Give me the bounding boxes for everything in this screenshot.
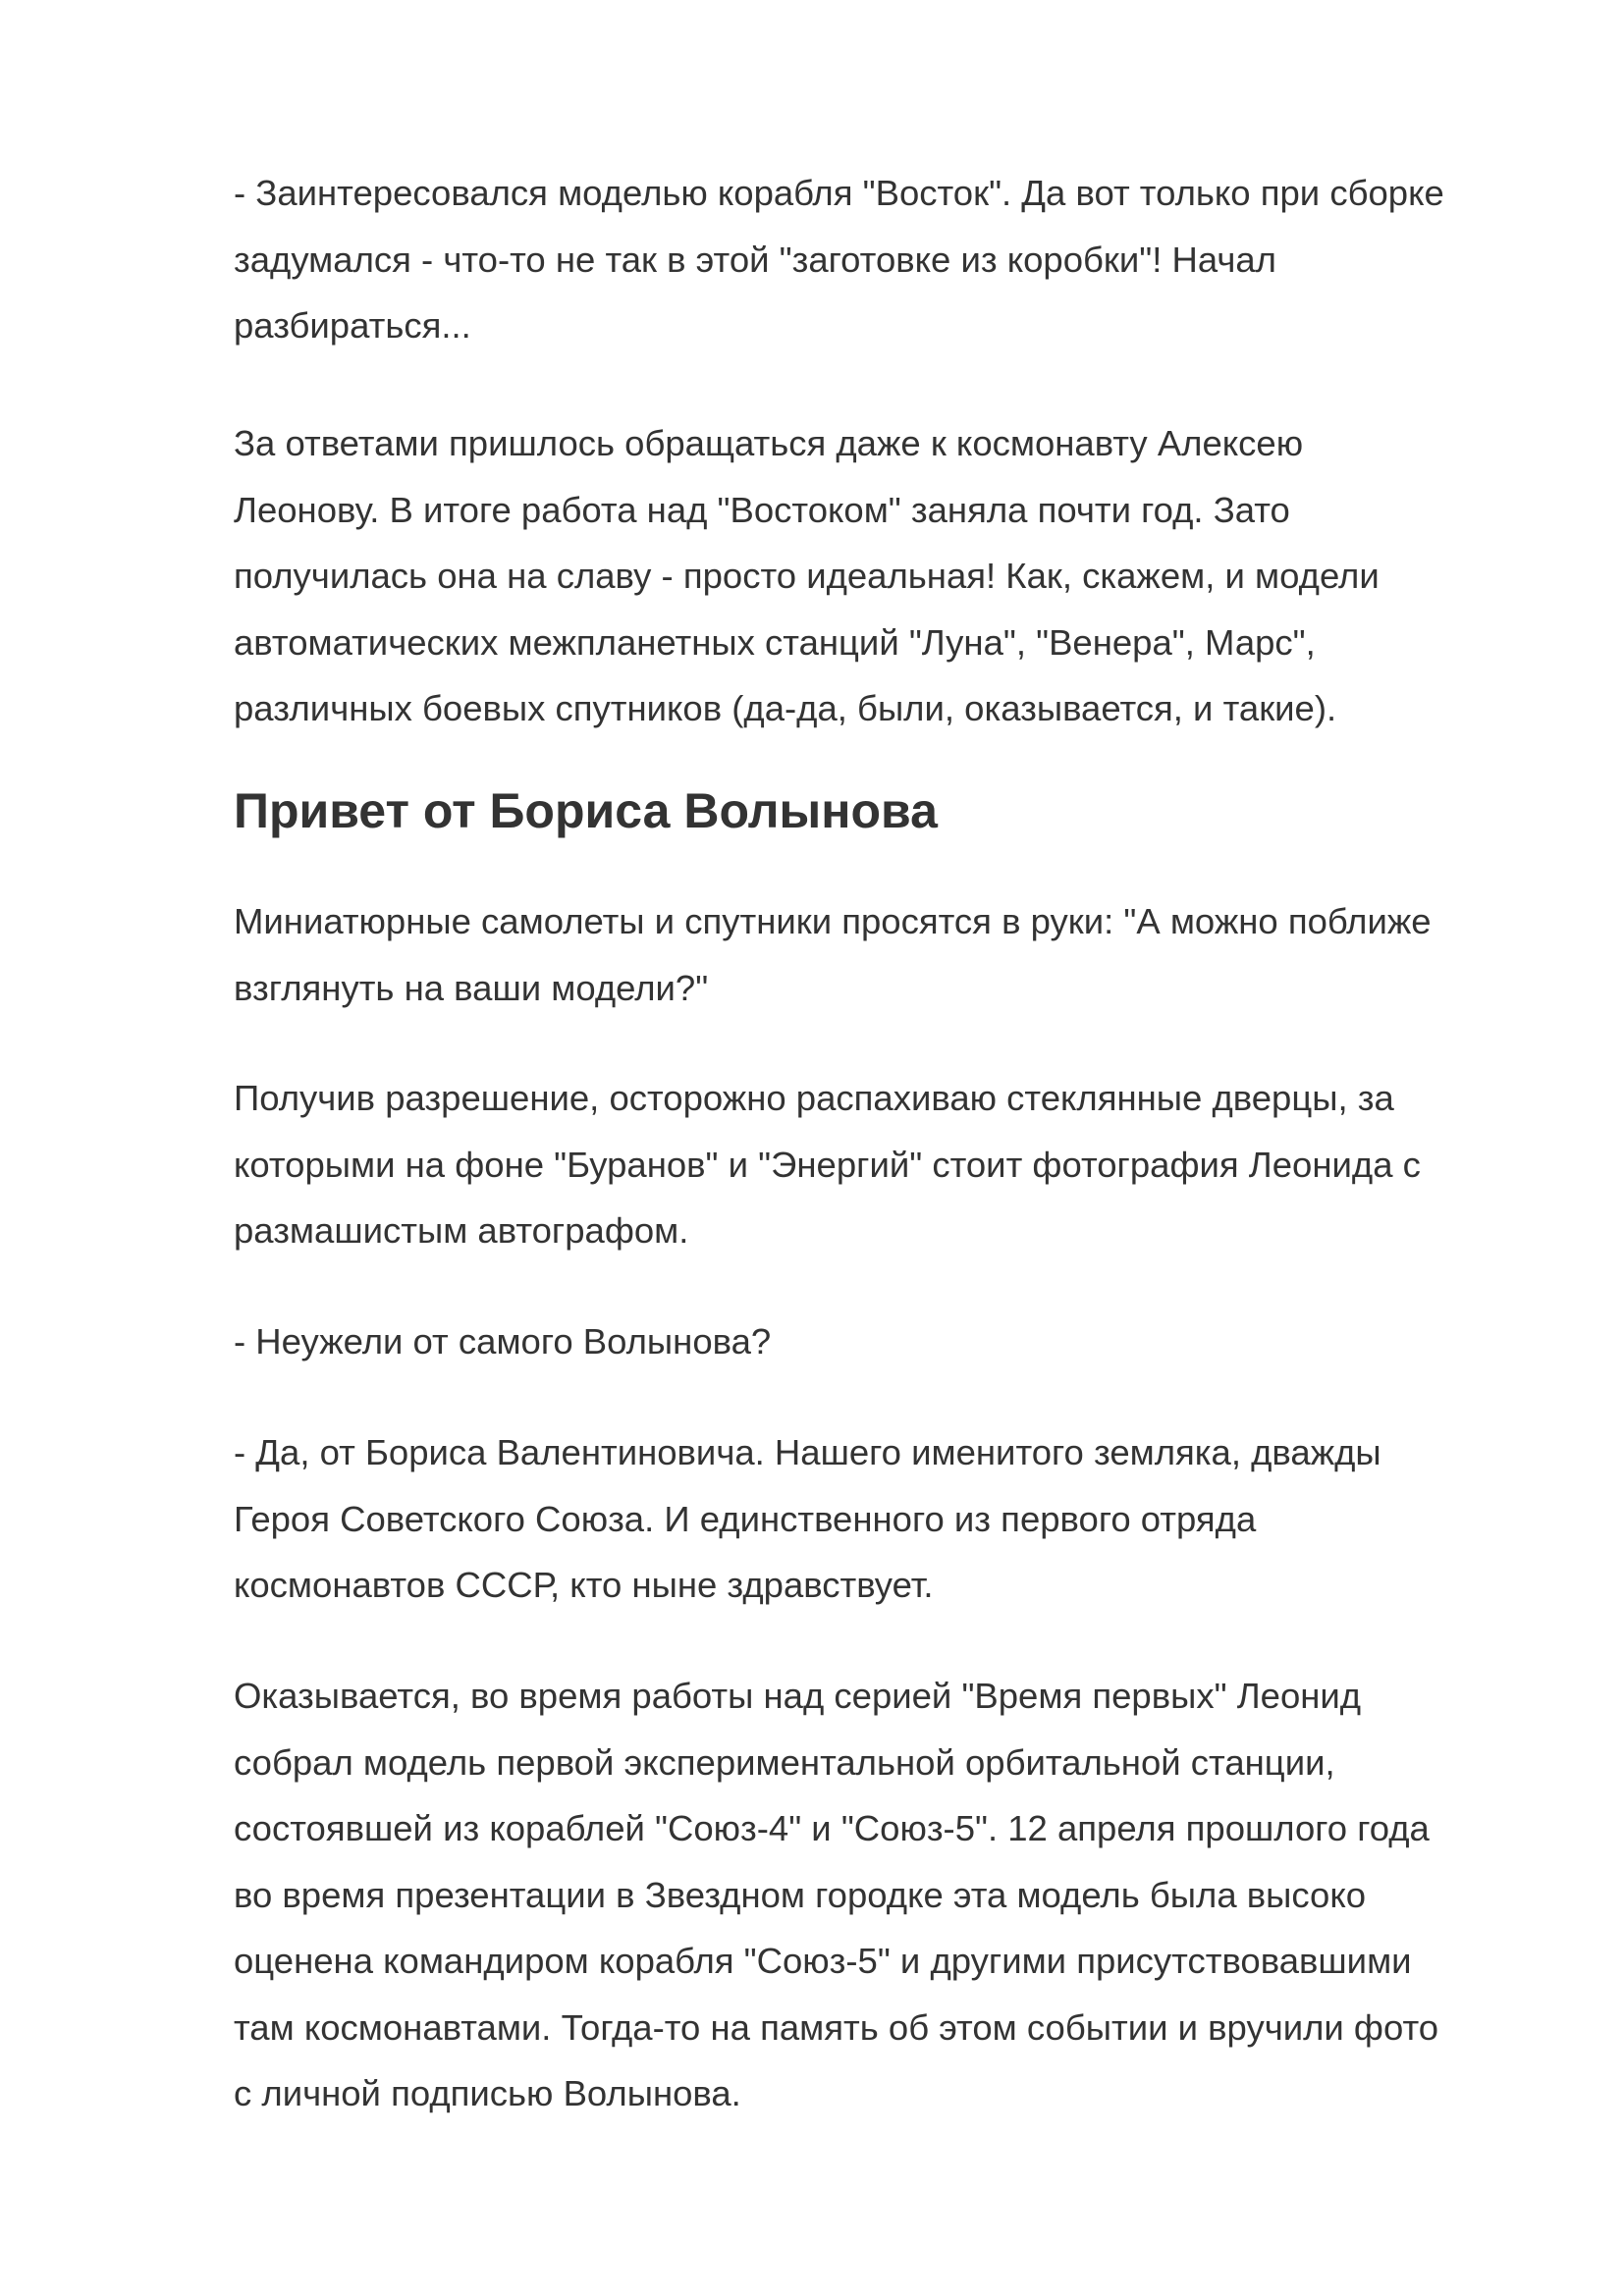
text-line: там космонавтами. Тогда-то на память об этом событии и вручили фото <box>234 2006 1439 2048</box>
text-line: которыми на фоне "Буранов" и "Энергий" стоит фотография Леонида с <box>234 1144 1421 1185</box>
text-line: Леонову. В итоге работа над "Востоком" заняла почти год. Зато <box>234 489 1290 530</box>
text-line: оценена командиром корабля "Союз-5" и другими присутствовавшими <box>234 1941 1412 1981</box>
text-line: состоявшей из кораблей "Союз-4" и "Союз-5". 12 апреля прошлого года <box>234 1808 1430 1848</box>
text-line: задумался - что-то не так в этой "заготовке из коробки"! Начал <box>234 239 1276 280</box>
text-line: Оказывается, во время работы над серией "Время первых" Леонид <box>234 1676 1362 1716</box>
text-line: - Заинтересовался моделью корабля "Восток". Да вот только при сборке <box>234 173 1444 213</box>
text-line: - Да, от Бориса Валентиновича. Нашего именитого земляка, дважды <box>234 1432 1381 1472</box>
text-line: собрал модель первой экспериментальной орбитальной станции, <box>234 1741 1335 1783</box>
paragraph-question <box>234 1308 1530 1375</box>
paragraph-orbital-station <box>234 1663 1530 2127</box>
paragraph-miniature-models <box>234 888 1530 1021</box>
text-line: автоматических межпланетных станций "Луна", "Венера", Марс", <box>234 621 1316 663</box>
text-line: За ответами пришлось обращаться даже к космонавту Алексею <box>234 423 1304 463</box>
text-line: размашистым автографом. <box>234 1210 689 1251</box>
paragraph-vostok-model <box>234 160 1530 359</box>
paragraph-leonov-answers <box>234 410 1530 742</box>
text-line: - Неужели от самого Волынова? <box>234 1321 772 1362</box>
paragraph-volynov-answer <box>234 1419 1530 1619</box>
text-line: различных боевых спутников (да-да, были, оказывается, и такие). <box>234 688 1337 728</box>
text-line: Героя Советского Союза. И единственного из первого отряда <box>234 1498 1257 1539</box>
text-line: взглянуть на ваши модели?" <box>234 967 709 1008</box>
text-line: Получив разрешение, осторожно распахиваю стеклянные дверцы, за <box>234 1078 1394 1118</box>
text-line: космонавтов СССР, кто ныне здравствует. <box>234 1565 934 1605</box>
text-line: с личной подписью Волынова. <box>234 2073 741 2113</box>
section-heading: Привет от Бориса Волынова <box>234 783 938 838</box>
paragraph-glass-doors <box>234 1065 1530 1264</box>
text-line: Миниатюрные самолеты и спутники просятся в руки: "А можно поближе <box>234 901 1432 941</box>
text-line: получилась она на славу - просто идеальная! Как, скажем, и модели <box>234 556 1380 596</box>
text-line: разбираться... <box>234 305 471 346</box>
text-line: во время презентации в Звездном городке эта модель была высоко <box>234 1874 1367 1915</box>
